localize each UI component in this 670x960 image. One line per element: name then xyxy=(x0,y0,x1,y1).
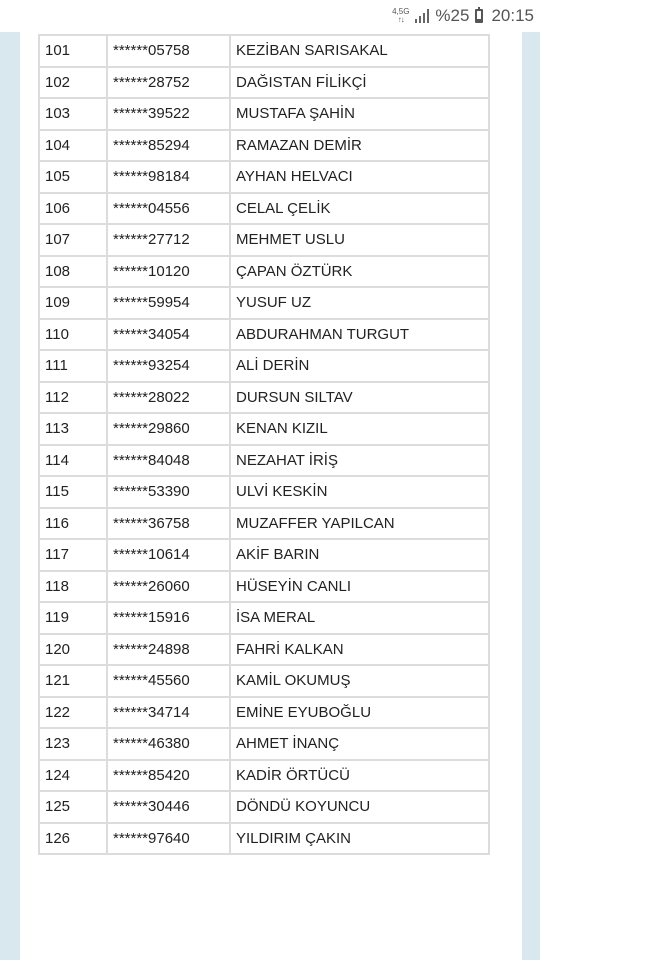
masked-id-cell: ******46380 xyxy=(107,728,230,760)
row-number-cell: 126 xyxy=(39,823,107,855)
row-number-cell: 118 xyxy=(39,571,107,603)
row-number-cell: 108 xyxy=(39,256,107,288)
masked-id-cell: ******97640 xyxy=(107,823,230,855)
full-name-cell: MUZAFFER YAPILCAN xyxy=(230,508,489,540)
table-row xyxy=(39,665,489,697)
masked-id-cell: ******28022 xyxy=(107,382,230,414)
signal-icon xyxy=(415,9,429,23)
table-row xyxy=(39,539,489,571)
full-name-cell: FAHRİ KALKAN xyxy=(230,634,489,666)
row-number-cell: 120 xyxy=(39,634,107,666)
right-side-panel xyxy=(522,32,540,960)
row-number-cell: 102 xyxy=(39,67,107,99)
masked-id-cell: ******28752 xyxy=(107,67,230,99)
network-type-icon xyxy=(392,8,409,24)
row-number-cell: 113 xyxy=(39,413,107,445)
masked-id-cell: ******34714 xyxy=(107,697,230,729)
row-number-cell: 121 xyxy=(39,665,107,697)
row-number-cell: 111 xyxy=(39,350,107,382)
table-row xyxy=(39,760,489,792)
full-name-cell: AKİF BARIN xyxy=(230,539,489,571)
table-row xyxy=(39,287,489,319)
masked-id-cell: ******04556 xyxy=(107,193,230,225)
full-name-cell: NEZAHAT İRİŞ xyxy=(230,445,489,477)
table-row xyxy=(39,508,489,540)
table-row xyxy=(39,634,489,666)
table-row xyxy=(39,35,489,67)
full-name-cell: MEHMET USLU xyxy=(230,224,489,256)
table-row xyxy=(39,445,489,477)
row-number-cell: 103 xyxy=(39,98,107,130)
table-row xyxy=(39,256,489,288)
table-row xyxy=(39,224,489,256)
full-name-cell: AHMET İNANÇ xyxy=(230,728,489,760)
table-row xyxy=(39,98,489,130)
full-name-cell: ALİ DERİN xyxy=(230,350,489,382)
table-row xyxy=(39,791,489,823)
masked-id-cell: ******59954 xyxy=(107,287,230,319)
full-name-cell: CELAL ÇELİK xyxy=(230,193,489,225)
row-number-cell: 116 xyxy=(39,508,107,540)
masked-id-cell: ******30446 xyxy=(107,791,230,823)
status-icons xyxy=(392,4,534,28)
masked-id-cell: ******34054 xyxy=(107,319,230,351)
masked-id-cell: ******98184 xyxy=(107,161,230,193)
full-name-cell: KENAN KIZIL xyxy=(230,413,489,445)
masked-id-cell: ******10120 xyxy=(107,256,230,288)
battery-icon xyxy=(475,9,483,23)
masked-id-cell: ******45560 xyxy=(107,665,230,697)
row-number-cell: 106 xyxy=(39,193,107,225)
table-row xyxy=(39,823,489,855)
battery-percent: %25 xyxy=(435,6,470,25)
masked-id-cell: ******10614 xyxy=(107,539,230,571)
row-number-cell: 115 xyxy=(39,476,107,508)
masked-id-cell: ******85294 xyxy=(107,130,230,162)
table-row xyxy=(39,161,489,193)
masked-id-cell: ******05758 xyxy=(107,35,230,67)
full-name-cell: KAMİL OKUMUŞ xyxy=(230,665,489,697)
full-name-cell: ULVİ KESKİN xyxy=(230,476,489,508)
full-name-cell: KADİR ÖRTÜCÜ xyxy=(230,760,489,792)
network-type-label: 4,5G xyxy=(392,7,410,16)
full-name-cell: MUSTAFA ŞAHİN xyxy=(230,98,489,130)
masked-id-cell: ******84048 xyxy=(107,445,230,477)
full-name-cell: YILDIRIM ÇAKIN xyxy=(230,823,489,855)
full-name-cell: HÜSEYİN CANLI xyxy=(230,571,489,603)
full-name-cell: AYHAN HELVACI xyxy=(230,161,489,193)
results-table-body xyxy=(39,35,489,854)
row-number-cell: 119 xyxy=(39,602,107,634)
row-number-cell: 112 xyxy=(39,382,107,414)
row-number-cell: 122 xyxy=(39,697,107,729)
page-content[interactable] xyxy=(20,32,522,960)
row-number-cell: 105 xyxy=(39,161,107,193)
clock: 20:15 xyxy=(491,6,534,25)
masked-id-cell: ******93254 xyxy=(107,350,230,382)
table-row xyxy=(39,67,489,99)
masked-id-cell: ******24898 xyxy=(107,634,230,666)
table-row xyxy=(39,697,489,729)
row-number-cell: 101 xyxy=(39,35,107,67)
full-name-cell: DURSUN SILTAV xyxy=(230,382,489,414)
row-number-cell: 104 xyxy=(39,130,107,162)
table-row xyxy=(39,350,489,382)
row-number-cell: 109 xyxy=(39,287,107,319)
masked-id-cell: ******36758 xyxy=(107,508,230,540)
row-number-cell: 110 xyxy=(39,319,107,351)
full-name-cell: ÇAPAN ÖZTÜRK xyxy=(230,256,489,288)
row-number-cell: 114 xyxy=(39,445,107,477)
table-row xyxy=(39,319,489,351)
left-side-panel xyxy=(0,32,20,960)
full-name-cell: EMİNE EYUBOĞLU xyxy=(230,697,489,729)
battery-fill xyxy=(477,19,481,22)
data-arrows: ↑↓ xyxy=(397,15,404,24)
full-name-cell: ABDURAHMAN TURGUT xyxy=(230,319,489,351)
masked-id-cell: ******26060 xyxy=(107,571,230,603)
row-number-cell: 117 xyxy=(39,539,107,571)
table-row xyxy=(39,476,489,508)
status-bar xyxy=(0,0,670,32)
full-name-cell: DÖNDÜ KOYUNCU xyxy=(230,791,489,823)
table-row xyxy=(39,193,489,225)
row-number-cell: 125 xyxy=(39,791,107,823)
full-name-cell: KEZİBAN SARISAKAL xyxy=(230,35,489,67)
table-row xyxy=(39,602,489,634)
table-row xyxy=(39,571,489,603)
masked-id-cell: ******39522 xyxy=(107,98,230,130)
table-row xyxy=(39,130,489,162)
masked-id-cell: ******29860 xyxy=(107,413,230,445)
row-number-cell: 123 xyxy=(39,728,107,760)
full-name-cell: İSA MERAL xyxy=(230,602,489,634)
row-number-cell: 124 xyxy=(39,760,107,792)
masked-id-cell: ******53390 xyxy=(107,476,230,508)
masked-id-cell: ******85420 xyxy=(107,760,230,792)
full-name-cell: DAĞISTAN FİLİKÇİ xyxy=(230,67,489,99)
full-name-cell: RAMAZAN DEMİR xyxy=(230,130,489,162)
table-row xyxy=(39,382,489,414)
masked-id-cell: ******27712 xyxy=(107,224,230,256)
row-number-cell: 107 xyxy=(39,224,107,256)
full-name-cell: YUSUF UZ xyxy=(230,287,489,319)
masked-id-cell: ******15916 xyxy=(107,602,230,634)
results-table xyxy=(38,34,490,855)
table-row xyxy=(39,413,489,445)
table-row xyxy=(39,728,489,760)
